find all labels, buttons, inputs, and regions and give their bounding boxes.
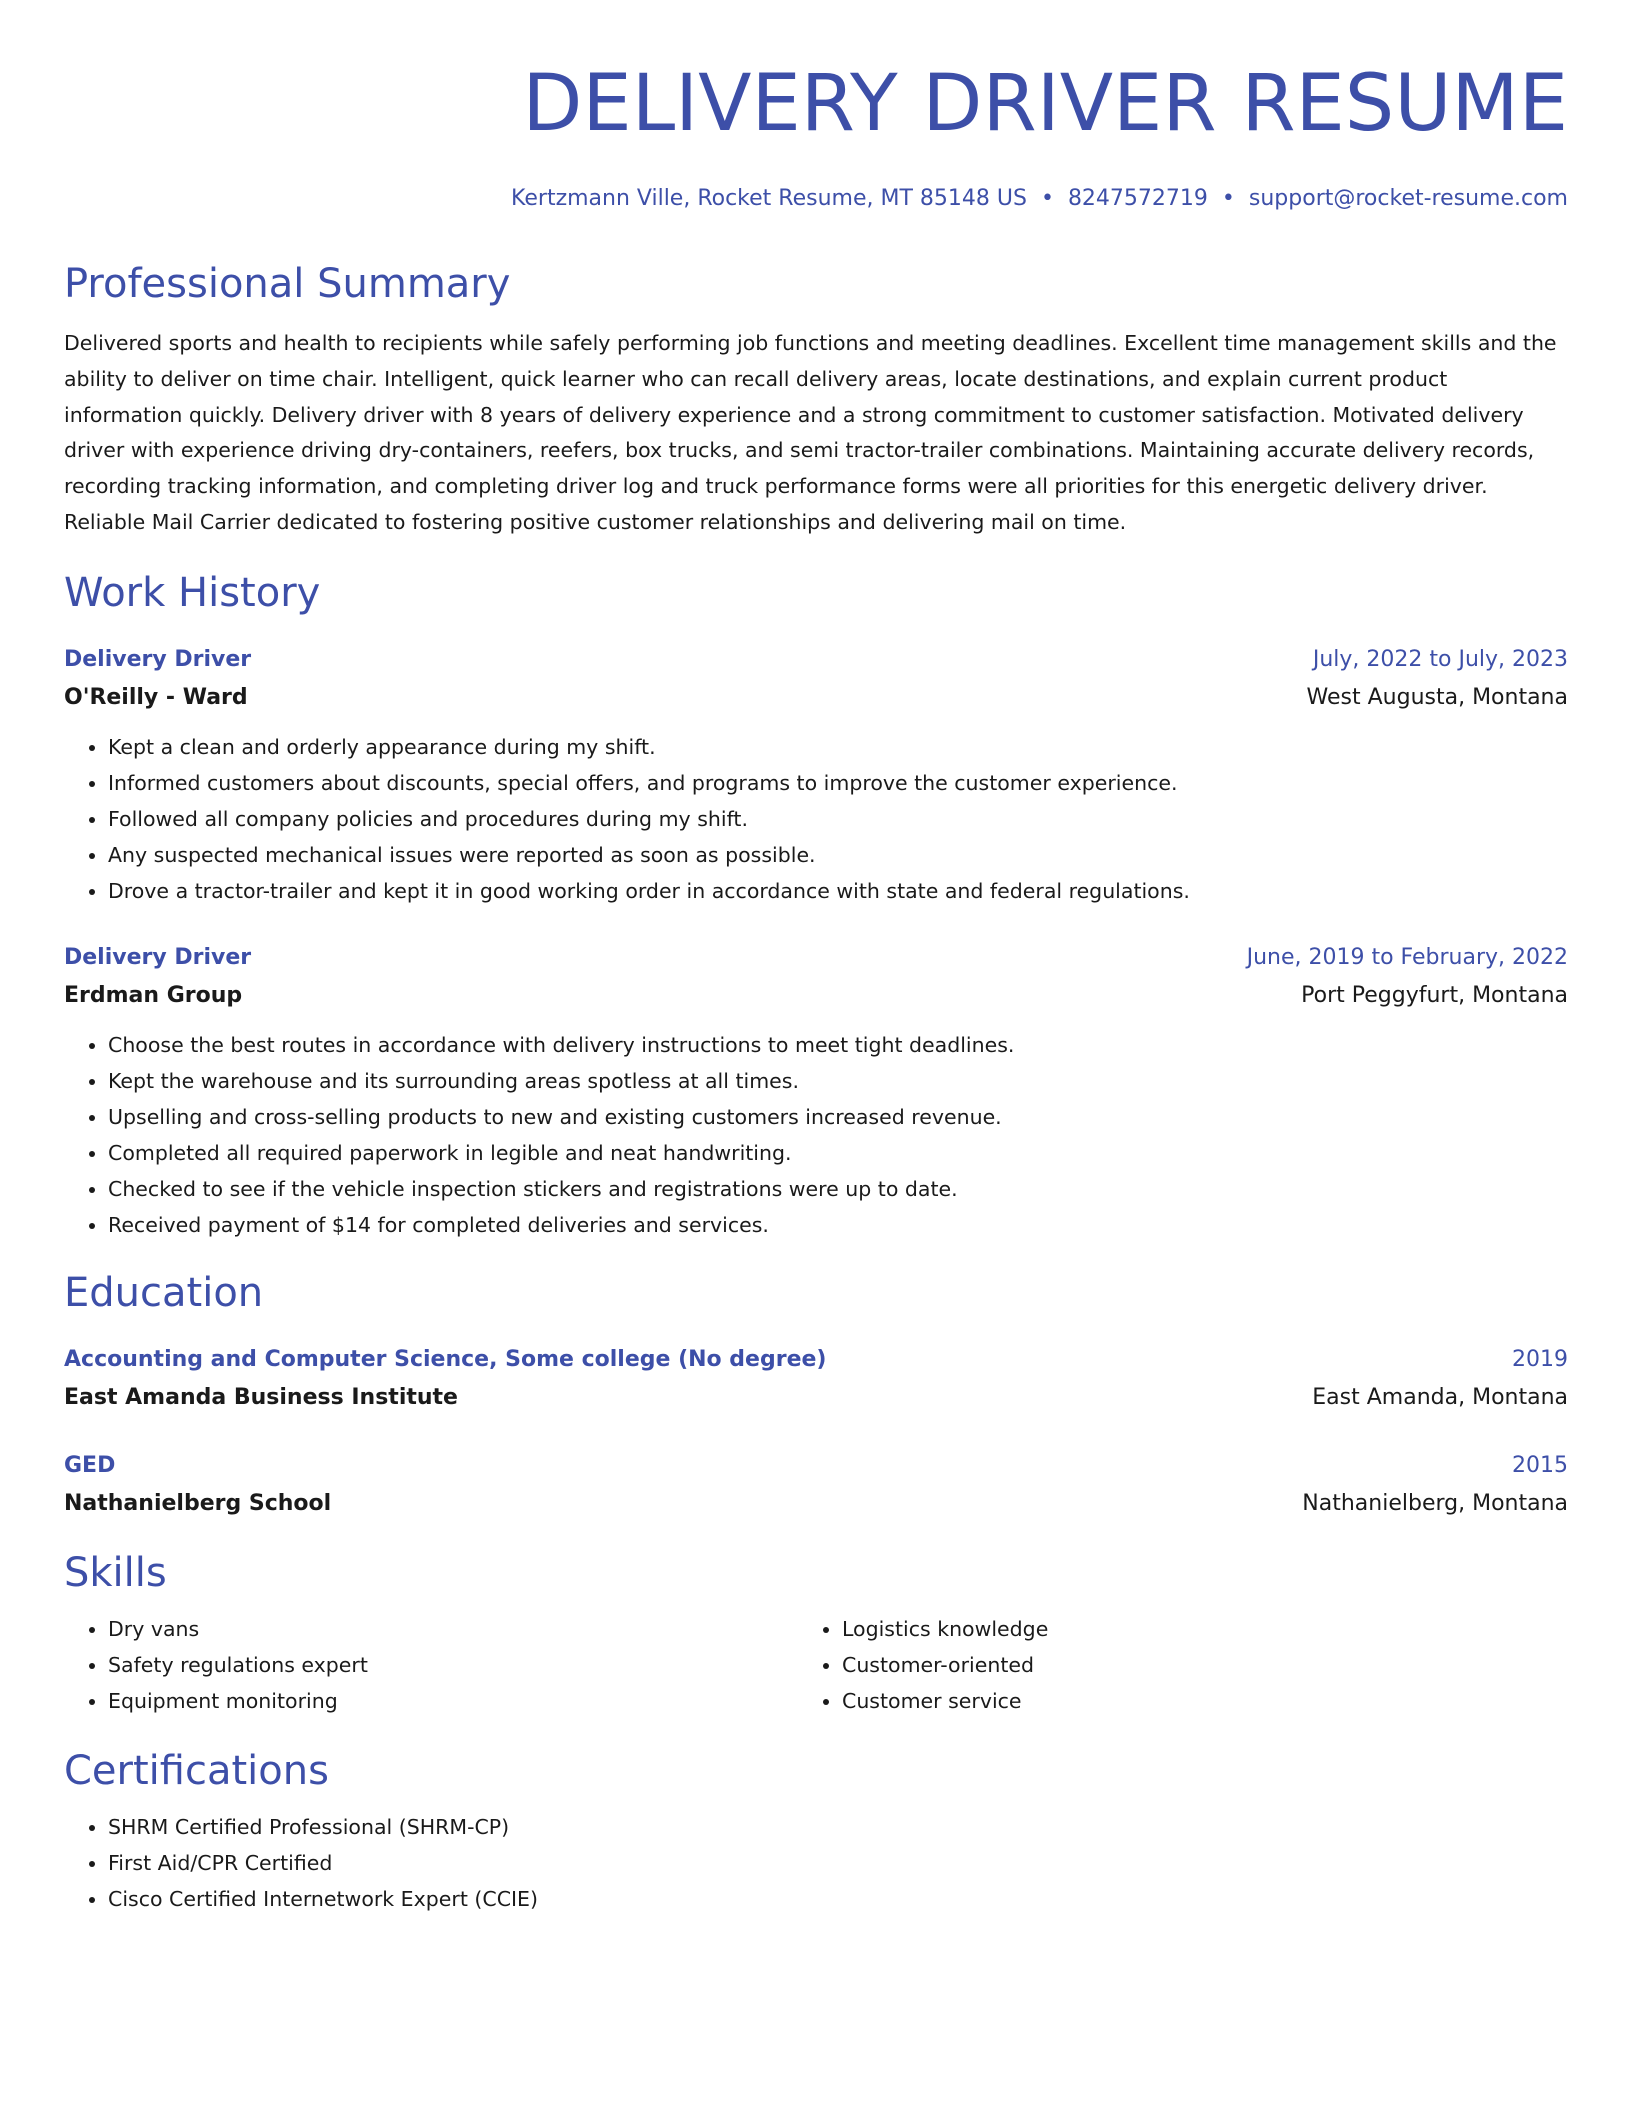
contact-email: support@rocket-resume.com <box>1248 186 1568 211</box>
list-item: • Checked to see if the vehicle inspection stickers and registrations were up to date. <box>108 1171 1568 1207</box>
section-heading: Education <box>64 1269 264 1316</box>
contact-separator: • <box>1040 186 1054 211</box>
skills-list <box>798 1611 1532 1719</box>
certifications-section <box>64 1745 1568 1917</box>
education-section <box>64 1267 1568 1523</box>
list-item: • Customer service <box>842 1683 1532 1719</box>
list-item: • Received payment of $14 for completed deliveries and services. <box>108 1207 1568 1243</box>
company-name: O'Reilly - Ward <box>64 684 248 710</box>
job-title: Delivery Driver <box>64 646 252 672</box>
job-title: Delivery Driver <box>64 944 252 970</box>
contact-separator: • <box>1221 186 1235 211</box>
education-year: 2019 <box>1512 1346 1568 1372</box>
school-name: East Amanda Business Institute <box>64 1384 458 1410</box>
job-bullets <box>64 1027 1568 1243</box>
job-bullets <box>64 729 1568 909</box>
list-item: • Completed all required paperwork in legible and neat handwriting. <box>108 1135 1568 1171</box>
list-item: • Customer-oriented <box>842 1647 1532 1683</box>
contact-line <box>64 184 1568 214</box>
list-item: • Kept a clean and orderly appearance during my shift. <box>108 729 1568 765</box>
contact-phone: 8247572719 <box>1067 186 1208 211</box>
list-item: • Drove a tractor-trailer and kept it in good working order in accordance with state and federal regulations. <box>108 873 1568 909</box>
list-item: • Any suspected mechanical issues were reported as soon as possible. <box>108 837 1568 873</box>
degree-name: Accounting and Computer Science, Some college (No degree) <box>64 1346 827 1372</box>
summary-section <box>64 258 1568 541</box>
section-heading: Skills <box>64 1549 167 1596</box>
education-entry <box>64 1341 1568 1417</box>
work-history-section <box>64 567 1568 1243</box>
list-item: • Safety regulations expert <box>108 1647 798 1683</box>
school-location: Nathanielberg, Montana <box>1302 1490 1568 1516</box>
company-name: Erdman Group <box>64 982 243 1008</box>
job-entry <box>64 641 1568 909</box>
list-item: • Choose the best routes in accordance with delivery instructions to meet tight deadlines. <box>108 1027 1568 1063</box>
list-item: • Informed customers about discounts, special offers, and programs to improve the customer experience. <box>108 765 1568 801</box>
school-name: Nathanielberg School <box>64 1490 332 1516</box>
list-item: • Dry vans <box>108 1611 798 1647</box>
skills-grid <box>64 1611 1568 1719</box>
job-dates: June, 2019 to February, 2022 <box>1246 944 1568 970</box>
section-heading: Professional Summary <box>64 261 511 307</box>
skills-list <box>64 1611 798 1719</box>
skills-section <box>64 1547 1568 1719</box>
list-item: • Followed all company policies and procedures during my shift. <box>108 801 1568 837</box>
skills-column-left <box>64 1611 798 1719</box>
list-item: • Upselling and cross-selling products to new and existing customers increased revenue. <box>108 1099 1568 1135</box>
list-item: • Cisco Certified Internetwork Expert (CCIE) <box>108 1881 1568 1917</box>
degree-name: GED <box>64 1452 116 1478</box>
list-item: • Kept the warehouse and its surrounding areas spotless at all times. <box>108 1063 1568 1099</box>
job-location: Port Peggyfurt, Montana <box>1301 982 1568 1008</box>
school-location: East Amanda, Montana <box>1312 1384 1568 1410</box>
section-heading: Work History <box>64 569 321 616</box>
job-dates: July, 2022 to July, 2023 <box>1312 646 1568 672</box>
job-entry <box>64 939 1568 1243</box>
contact-address: Kertzmann Ville, Rocket Resume, MT 85148 US <box>511 186 1027 211</box>
list-item: • First Aid/CPR Certified <box>108 1845 1568 1881</box>
list-item: • Equipment monitoring <box>108 1683 798 1719</box>
summary-text: Delivered sports and health to recipients while safely performing job functions and meeting deadlines. Excellent time management skills and the ability to deliver on time chair. Intelligent, quick learner who can recall delivery areas, locate destinations, and explain current product information quickly. Delivery driver with 8 years of delivery experience and a strong commitment to customer satisfaction. Motivated delivery driver with experience driving dry-containers, reefers, box trucks, and semi tractor-trailer combinations. Maintaining accurate delivery records, recording tracking information, and completing driver log and truck performance forms were all priorities for this energetic delivery driver. Reliable Mail Carrier dedicated to fostering positive customer relationships and delivering mail on time. <box>64 331 1557 534</box>
list-item: • Logistics knowledge <box>842 1611 1532 1647</box>
skills-column-right <box>798 1611 1532 1719</box>
education-entry <box>64 1447 1568 1523</box>
job-location: West Augusta, Montana <box>1306 684 1568 710</box>
section-heading: Certifications <box>64 1747 329 1794</box>
list-item: • SHRM Certified Professional (SHRM-CP) <box>108 1809 1568 1845</box>
education-year: 2015 <box>1512 1452 1568 1478</box>
resume-title: DELIVERY DRIVER RESUME <box>522 59 1568 149</box>
certifications-list <box>64 1809 1568 1917</box>
